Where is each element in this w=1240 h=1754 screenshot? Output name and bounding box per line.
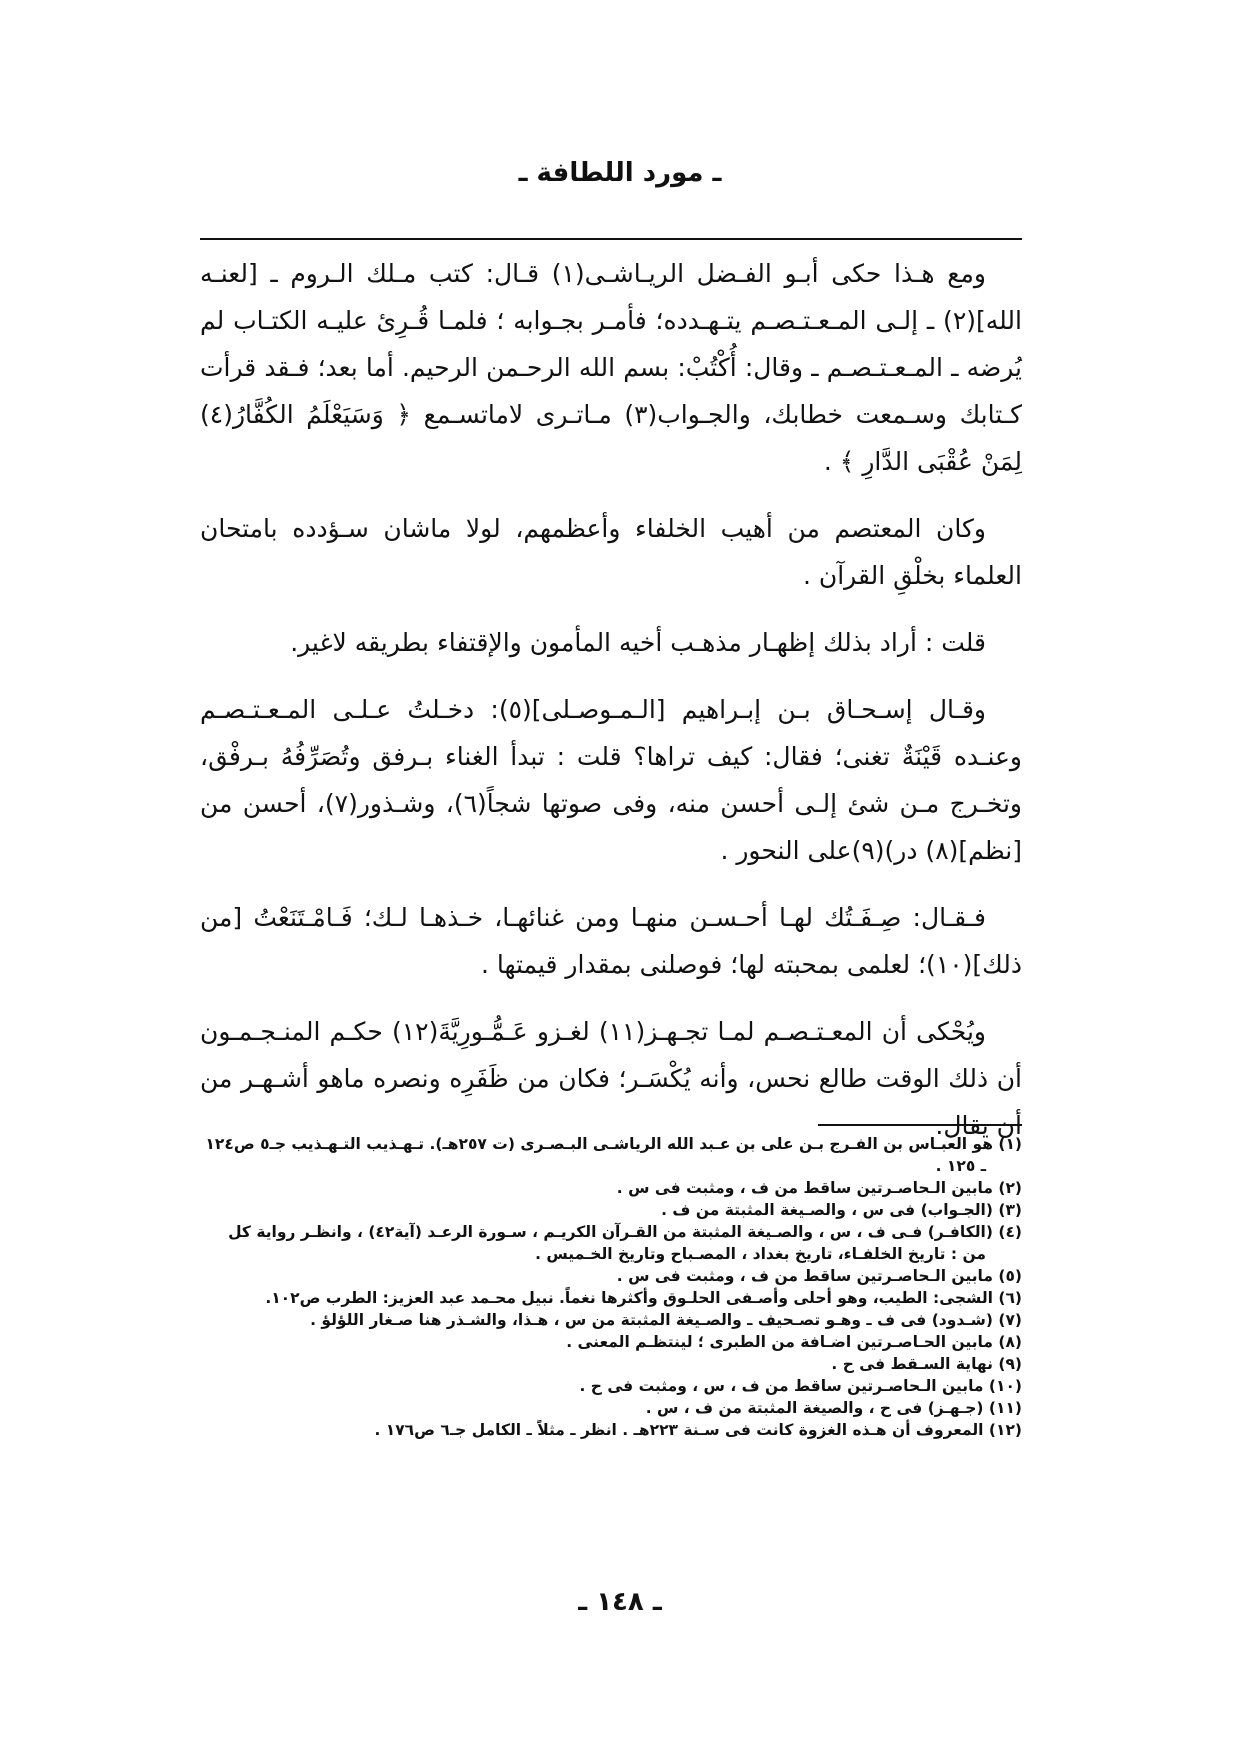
footnote: (١) هو العبـاس بن الفـرج بـن على بن عـبد الله الرياشـى البـصـرى (ت ٢٥٧هـ). تـهـذيب التـهـذيب جـ٥ ص١٢٤ ـ ١٢٥ . <box>205 1135 1022 1175</box>
paragraph: ومع هـذا حكى أبـو الفـضل الريـاشـى(١) قـال: كتب مـلك الـروم ـ [لعنـه الله](٢) ـ إلـى المـعـتـصـم يتـهـدده؛ فأمـر بجـوابه ؛ فلمـا قُـرِئ عليـه الكتـاب لم يُرضه ـ المـعـتـصـم ـ وقال: أُكْتُبْ: بسم الله الرحـمن الرحيم. أما بعد؛ فـقد قرأت كـتابك وسـمعت خطابك، والجـواب(٣) مـاتـرى لاماتسـمع ﴿ وَسَيَعْلَمُ الكُفَّارُ(٤) لِمَنْ عُقْبَى الدَّارِ ﴾ . <box>200 259 1022 476</box>
footnote: (١٢) المعروف أن هـذه الغزوة كانت فى سـنة ٢٢٣هـ . انظر ـ مثلاً ـ الكامل جـ٦ ص١٧٦ . <box>374 1421 1022 1439</box>
footnote: (٨) مابين الحـاصـرتين اضـافة من الطبرى ؛ لينتظـم المعنى . <box>566 1333 1022 1351</box>
footnote: (٥) مابين الـحاصـرتين ساقط من ف ، ومثبت فى س . <box>616 1267 1022 1285</box>
main-text <box>200 250 1022 1169</box>
footnote: (٦) الشجى: الطيب، وهو أحلى وأصـفى الحلـوق وأكثرها نغماً. نبيل محـمد عبد العزيز: الطرب ص١٠٢. <box>265 1289 1022 1307</box>
footnote: (٢) مابين الـحاصـرتين ساقط من ف ، ومثبت فى س . <box>616 1179 1022 1197</box>
paragraph: فـقـال: صِـفَـتُك لهـا أحـسـن منهـا ومن غنائهـا، خـذهـا لـك؛ فَـامْـتَنَعْتُ [من ذلك](١٠)؛ لعلمى بمحبته لها؛ فوصلنى بمقدار قيمتها . <box>200 903 1022 979</box>
footnote: (٩) نهاية السـقط فى ح . <box>831 1355 1022 1373</box>
footnotes <box>200 1133 1022 1441</box>
running-header: ـ مورد اللطافة ـ <box>518 158 722 188</box>
page-number: ـ ١٤٨ ـ <box>578 1587 662 1617</box>
footnote: (٧) (شـدود) فى ف ـ وهـو تصـحيف ـ والصـيغة المثبتة من س ، هـذا، والشـذر هنا صـغار اللؤلؤ . <box>310 1311 1022 1329</box>
paragraph: وكان المعتصم من أهيب الخلفاء وأعظمهم، لولا ماشان سـؤدده بامتحان العلماء بخلْقِ القرآن . <box>200 514 1022 590</box>
footnote: (٣) (الجـواب) فى س ، والصـيغة المثبتة من ف . <box>661 1201 1022 1219</box>
footnote: (١٠) مابين الـحاصـرتين ساقط من ف ، س ، ومثبت فى ح . <box>579 1377 1022 1395</box>
paragraph: وقـال إسـحـاق بـن إبـراهيم [الـمـوصـلى](٥): دخـلتُ عـلـى المـعـتـصـم وعنـده قَيْنَةٌ تغنى؛ فقال: كيف تراها؟ قلت : تبدأ الغناء بـرفق وتُصَرِّفُهُ بـرفْق، وتخـرج مـن شئ إلـى أحسن منه، وفى صوتها شجاً(٦)، وشـذور(٧)، أحسن من [نظم](٨) در)(٩)على النحور . <box>200 695 1023 865</box>
header-rule <box>200 238 1022 240</box>
paragraph: ويُحْكى أن المعـتـصـم لمـا تجـهـز(١١) لغـزو عَـمُّـورِيَّةَ(١٢) حكـم المنـجـمـون أن ذلك الوقت طالع نحس، وأنه يُكْسَـر؛ فكان من ظَفَرِه ونصره ماهو أشـهـر من أن يقال. <box>200 1017 1022 1140</box>
paragraph: قلت : أراد بذلك إظهـار مذهـب أخيه المأمون والإقتفاء بطريقه لاغير. <box>290 628 986 657</box>
footnote: (٤) (الكافـر) فـى ف ، س ، والصـيغة المثبتة من القـرآن الكريـم ، سـورة الرعـد (آية٤٢) ، وانظـر رواية كل من : تاريخ الخلفـاء، تاريخ بغداد ، المصـباح وتاريخ الخـميس . <box>228 1223 1022 1263</box>
footnote: (١١) (جـهـز) فى ح ، والصيغة المثبتة من ف ، س . <box>645 1399 1022 1417</box>
footnote-separator <box>818 1124 1022 1126</box>
